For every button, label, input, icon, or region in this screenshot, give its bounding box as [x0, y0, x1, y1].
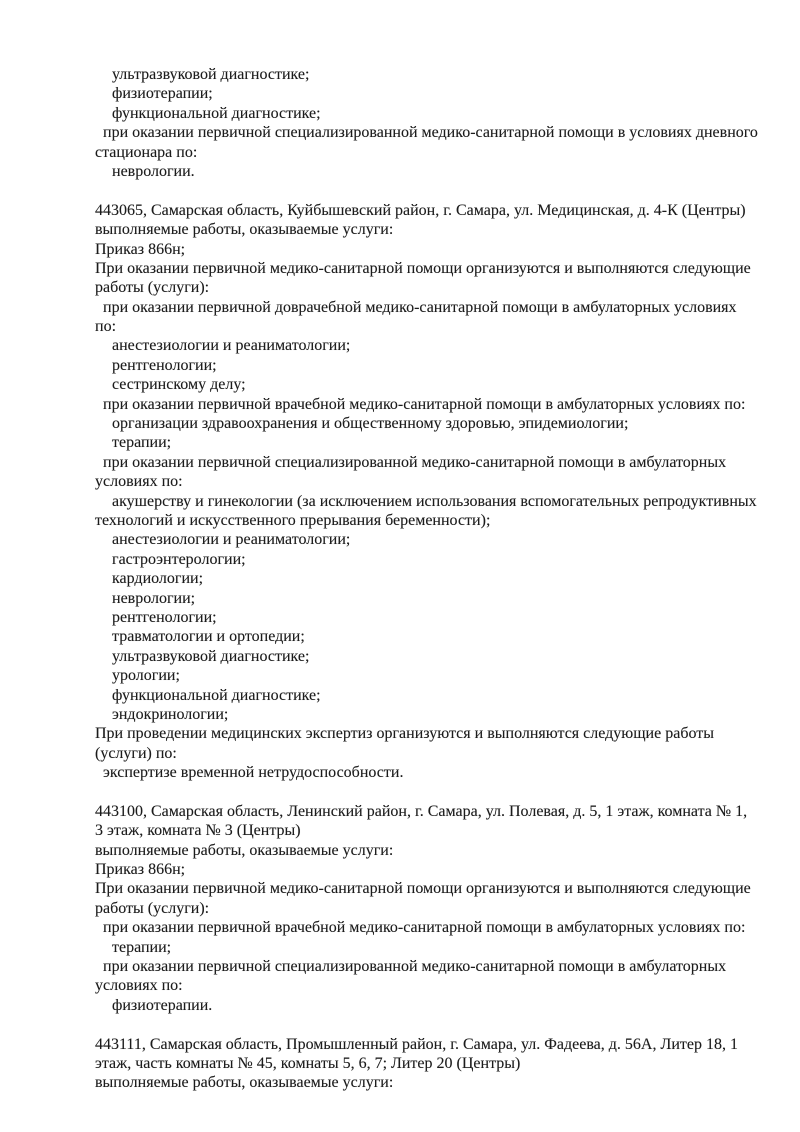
- text-line: экспертизе временной нетрудоспособности.: [103, 764, 404, 782]
- text-line: при оказании первичной врачебной медико-санитарной помощи в амбулаторных условиях по:: [103, 395, 746, 413]
- text-line: Приказ 866н;: [95, 861, 186, 879]
- text-line: при оказании первичной специализированной медико-санитарной помощи в амбулаторных: [103, 957, 727, 975]
- text-line: неврологии;: [112, 589, 196, 607]
- text-line: физиотерапии;: [112, 85, 213, 103]
- text-line: 443065, Самарская область, Куйбышевский район, г. Самара, ул. Медицинская, д. 4-К (Центры): [95, 201, 746, 219]
- text-line: стационара по:: [95, 143, 198, 161]
- text-line: гастроэнтерологии;: [112, 550, 246, 568]
- text-line: При проведении медицинских экспертиз организуются и выполняются следующие работы: [95, 725, 714, 743]
- text-line: работы (услуги):: [95, 899, 210, 917]
- text-line: этаж, часть комнаты № 45, комнаты 5, 6, 7; Литер 20 (Центры): [95, 1054, 521, 1072]
- text-line: физиотерапии.: [112, 996, 213, 1014]
- text-line: при оказании первичной специализированной медико-санитарной помощи в условиях дневного: [103, 124, 758, 142]
- text-line: 443111, Самарская область, Промышленный район, г. Самара, ул. Фадеева, д. 56А, Литер 18, 1: [95, 1035, 738, 1053]
- text-line: Приказ 866н;: [95, 240, 186, 258]
- text-line: ультразвуковой диагностике;: [112, 66, 310, 83]
- text-line: кардиологии;: [112, 570, 204, 588]
- text-line: При оказании первичной медико-санитарной помощи организуются и выполняются следующие: [95, 880, 751, 898]
- text-column: [95, 65, 762, 1093]
- text-line: работы (услуги):: [95, 279, 210, 297]
- text-line: 443100, Самарская область, Ленинский район, г. Самара, ул. Полевая, д. 5, 1 этаж, комната № 1,: [95, 802, 748, 820]
- text-line: неврологии.: [112, 162, 195, 180]
- text-line: при оказании первичной врачебной медико-санитарной помощи в амбулаторных условиях по:: [103, 919, 746, 937]
- text-line: при оказании первичной доврачебной медико-санитарной помощи в амбулаторных условиях: [103, 298, 737, 316]
- blank-line: [95, 1015, 762, 1034]
- text-line: (услуги) по:: [95, 744, 177, 762]
- text-line: организации здравоохранения и общественному здоровью, эпидемиологии;: [112, 415, 629, 433]
- text-line: рентгенологии;: [112, 608, 217, 626]
- text-line: При оказании первичной медико-санитарной помощи организуются и выполняются следующие: [95, 259, 751, 277]
- text-line: терапии;: [112, 434, 172, 452]
- text-line: технологий и искусственного прерывания беременности);: [95, 511, 491, 529]
- text-line: акушерству и гинекологии (за исключением использования вспомогательных репродуктивных: [112, 492, 757, 510]
- text-line: выполняемые работы, оказываемые услуги:: [95, 221, 394, 239]
- text-line: терапии;: [112, 938, 172, 956]
- blank-line: [95, 782, 762, 801]
- text-line: функциональной диагностике;: [112, 686, 321, 704]
- text-line: условиях по:: [95, 977, 183, 995]
- text-line: при оказании первичной специализированной медико-санитарной помощи в амбулаторных: [103, 453, 727, 471]
- text-line: 3 этаж, комната № 3 (Центры): [95, 822, 301, 840]
- text-line: эндокринологии;: [112, 705, 229, 723]
- blank-line: [95, 181, 762, 200]
- text-line: выполняемые работы, оказываемые услуги:: [95, 1074, 394, 1092]
- text-line: функциональной диагностике;: [112, 104, 321, 122]
- text-line: урологии;: [112, 667, 180, 685]
- text-line: ультразвуковой диагностике;: [112, 647, 310, 665]
- text-line: условиях по:: [95, 473, 183, 491]
- text-line: рентгенологии;: [112, 356, 217, 374]
- text-line: сестринскому делу;: [112, 376, 246, 394]
- text-line: анестезиологии и реаниматологии;: [112, 337, 351, 355]
- text-line: по:: [95, 318, 117, 336]
- text-line: выполняемые работы, оказываемые услуги:: [95, 841, 394, 859]
- text-line: травматологии и ортопедии;: [112, 628, 305, 646]
- text-line: анестезиологии и реаниматологии;: [112, 531, 351, 549]
